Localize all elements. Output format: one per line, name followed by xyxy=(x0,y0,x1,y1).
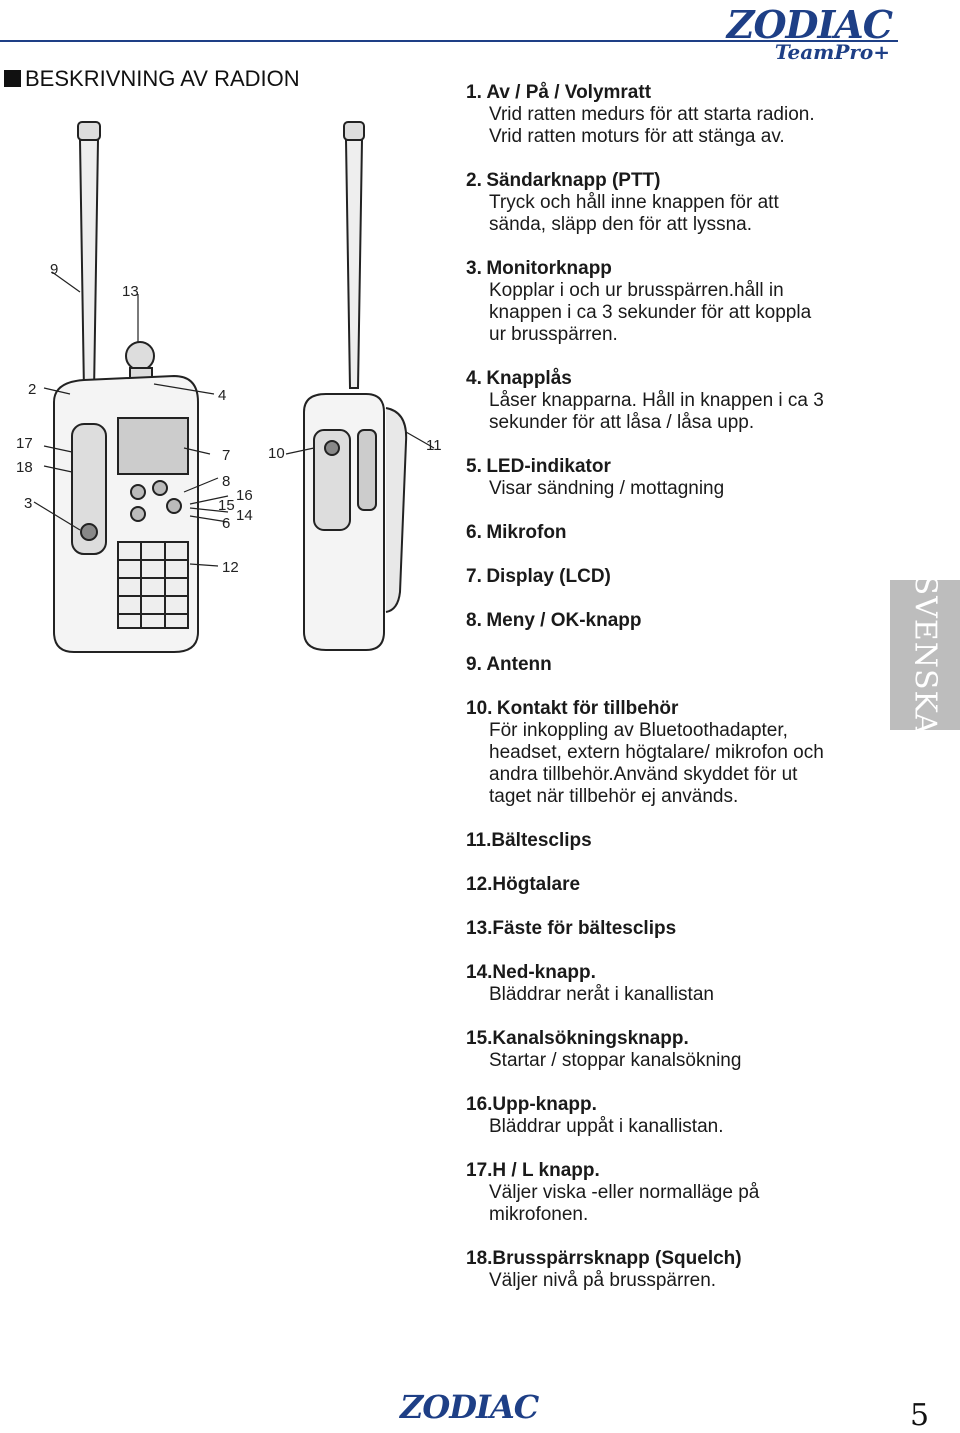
list-item xyxy=(466,1248,886,1292)
callout-13: 13 xyxy=(122,283,139,300)
item-title: Av / På / Volymratt xyxy=(486,82,652,103)
square-bullet-icon xyxy=(4,70,21,87)
item-desc: Bläddrar neråt i kanallistan xyxy=(489,984,714,1005)
callout-17: 17 xyxy=(16,435,33,452)
item-desc: andra tillbehör.Använd skyddet för ut xyxy=(489,764,798,785)
list-item xyxy=(466,170,886,236)
list-item xyxy=(466,82,886,148)
callout-10: 10 xyxy=(268,445,285,462)
item-number: 4. xyxy=(466,368,482,389)
item-desc: ur brusspärren. xyxy=(489,324,618,345)
item-title: LED-indikator xyxy=(486,456,611,477)
item-desc: Startar / stoppar kanalsökning xyxy=(489,1050,742,1071)
description-list xyxy=(466,82,886,1292)
item-number: 8. xyxy=(466,610,482,631)
item-number: 5. xyxy=(466,456,482,477)
item-desc: Väljer viska -eller normalläge på xyxy=(489,1182,760,1203)
callout-7: 7 xyxy=(222,447,231,464)
list-item xyxy=(466,698,886,808)
item-desc: headset, extern högtalare/ mikrofon och xyxy=(489,742,824,763)
list-item xyxy=(466,610,886,632)
list-item xyxy=(466,456,886,500)
item-title: Kontakt för tillbehör xyxy=(496,698,679,719)
list-item xyxy=(466,522,886,544)
language-tab xyxy=(890,574,960,736)
item-number: 15. xyxy=(466,1028,493,1049)
item-desc: Kopplar i och ur brusspärren.håll in xyxy=(489,280,784,301)
item-number: 16. xyxy=(466,1094,493,1115)
item-desc: sekunder för att låsa / låsa upp. xyxy=(489,412,755,433)
side-radio xyxy=(304,122,406,650)
item-number: 9. xyxy=(466,654,482,675)
callout-4: 4 xyxy=(218,387,227,404)
item-title: Kanalsökningsknapp. xyxy=(492,1028,689,1049)
item-desc: Låser knapparna. Håll in knappen i ca 3 xyxy=(489,390,824,411)
callout-12: 12 xyxy=(222,559,239,576)
item-desc: Vrid ratten medurs för att starta radion. xyxy=(489,104,815,125)
item-number: 17. xyxy=(466,1160,493,1181)
radio-illustration xyxy=(14,112,454,660)
callout-18: 18 xyxy=(16,459,33,476)
callout-9: 9 xyxy=(50,261,59,278)
callout-2: 2 xyxy=(28,381,37,398)
footer-logo: ZODIAC xyxy=(400,1388,539,1426)
item-title: H / L knapp. xyxy=(492,1160,600,1181)
item-title: Mikrofon xyxy=(486,522,567,543)
item-title: Sändarknapp (PTT) xyxy=(486,170,661,191)
front-radio xyxy=(54,122,198,652)
item-number: 1. xyxy=(466,82,482,103)
item-title: Monitorknapp xyxy=(486,258,612,279)
section-title-text: BESKRIVNING AV RADION xyxy=(25,66,300,91)
list-item xyxy=(466,1160,886,1226)
item-number: 2. xyxy=(466,170,482,191)
list-item xyxy=(466,918,886,940)
item-number: 10. xyxy=(466,698,493,719)
item-title: Fäste för bältesclips xyxy=(492,918,677,939)
item-title: Knapplås xyxy=(486,368,572,389)
list-item xyxy=(466,566,886,588)
callout-15: 15 xyxy=(218,497,235,514)
language-tab-text: SVENSKA xyxy=(907,574,943,736)
item-desc: Bläddrar uppåt i kanallistan. xyxy=(489,1116,724,1137)
list-item xyxy=(466,368,886,434)
item-title: Högtalare xyxy=(492,874,581,895)
list-item xyxy=(466,1094,886,1138)
list-item xyxy=(466,1028,886,1072)
list-item xyxy=(466,874,886,896)
logo-teampro-text: TeamPro+ xyxy=(774,40,890,64)
list-item xyxy=(466,654,886,676)
item-number: 12. xyxy=(466,874,493,895)
item-desc: Tryck och håll inne knappen för att xyxy=(489,192,779,213)
callout-6: 6 xyxy=(222,515,231,532)
callout-8: 8 xyxy=(222,473,231,490)
item-number: 6. xyxy=(466,522,482,543)
item-desc: Visar sändning / mottagning xyxy=(489,478,725,499)
item-number: 18. xyxy=(466,1248,493,1269)
callout-16: 16 xyxy=(236,487,253,504)
item-desc: Vrid ratten moturs för att stänga av. xyxy=(489,126,785,147)
page-number: 5 xyxy=(910,1398,930,1433)
logo-zodiac-text: ZODIAC xyxy=(726,2,892,47)
item-title: Display (LCD) xyxy=(486,566,611,587)
callout-3: 3 xyxy=(24,495,33,512)
section-title xyxy=(4,66,300,92)
brand-logo xyxy=(726,0,920,70)
item-number: 3. xyxy=(466,258,482,279)
item-desc: sända, släpp den för att lyssna. xyxy=(489,214,752,235)
item-title: Meny / OK-knapp xyxy=(486,610,642,631)
list-item xyxy=(466,962,886,1006)
list-item xyxy=(466,258,886,346)
list-item xyxy=(466,830,886,852)
item-title: Brusspärrsknapp (Squelch) xyxy=(492,1248,742,1269)
item-number: 11. xyxy=(466,830,492,851)
item-title: Antenn xyxy=(486,654,552,675)
item-number: 13. xyxy=(466,918,493,939)
item-desc: taget när tillbehör ej används. xyxy=(489,786,739,807)
item-number: 14. xyxy=(466,962,493,983)
item-desc: mikrofonen. xyxy=(489,1204,589,1225)
item-title: Ned-knapp. xyxy=(492,962,596,983)
item-title: Upp-knapp. xyxy=(492,1094,597,1115)
item-title: Bältesclips xyxy=(491,830,592,851)
callout-11: 11 xyxy=(426,437,442,454)
item-desc: Väljer nivå på brusspärren. xyxy=(489,1270,717,1291)
item-desc: knappen i ca 3 sekunder för att koppla xyxy=(489,302,812,323)
item-number: 7. xyxy=(466,566,482,587)
callout-14: 14 xyxy=(236,507,253,524)
item-desc: För inkoppling av Bluetoothadapter, xyxy=(489,720,788,741)
